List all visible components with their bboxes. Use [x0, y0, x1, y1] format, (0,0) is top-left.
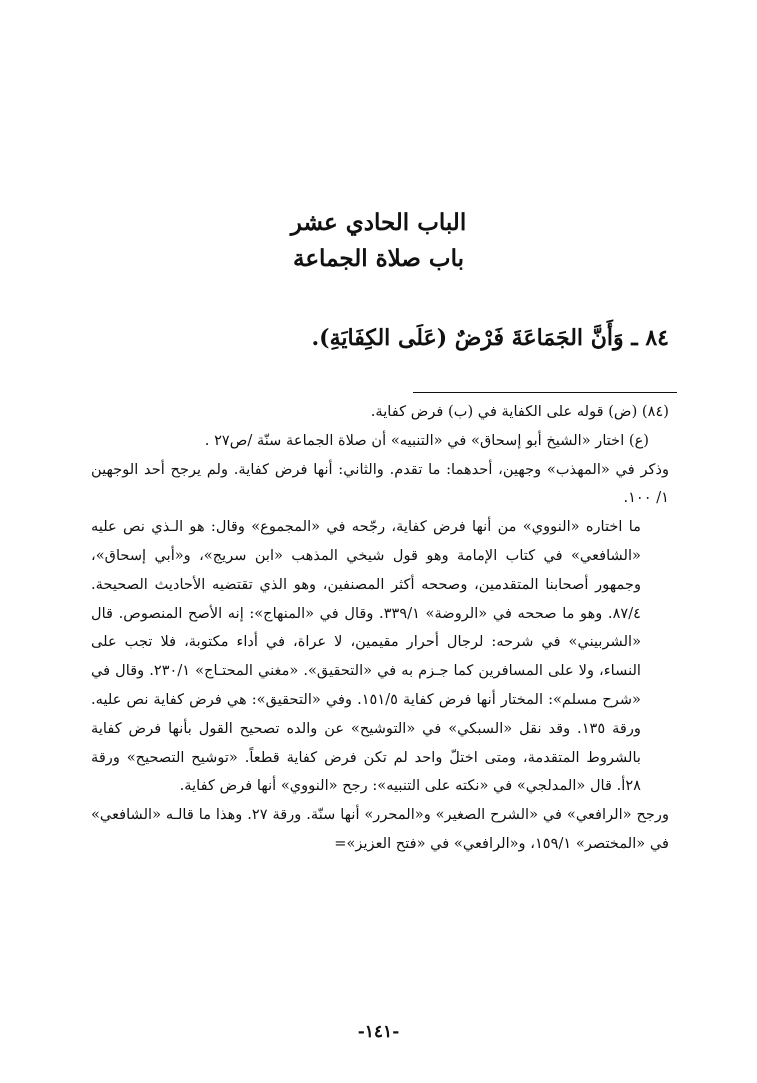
footnote-line: ورجح «الرافعي» في «الشرح الصغير» و«المحرر» أنها سنّة. ورقة ٢٧. وهذا ما قالـه «الشافعي» في «المختصر» ١٥٩/١، و«الرافعي» في «فتح العزيز»=	[91, 806, 669, 852]
footnote-divider	[413, 392, 677, 393]
page-number: -١٤١-	[357, 1022, 400, 1042]
footnote-line: وذكر في «المهذب» وجهين، أحدهما: ما تقدم. والثاني: أنها فرض كفاية. ولم يرجح أحد الوجهين ١/ ١٠٠.	[91, 460, 669, 507]
footnote-line: (ع) اختار «الشيخ أبو إسحاق» في «التنبيه» أن صلاة الجماعة سنّة /ص٢٧ .	[204, 431, 649, 449]
footnote-line: ما اختاره «النووي» من أنها فرض كفاية، رجّحه في «المجموع» وقال: هو الـذي نص عليه «الشافعي» في كتاب الإمامة وهو قول شيخي المذهب «ابن سريج»، و«أبي إسحاق»، وجمهور أصحابنا المتقدمين، وصححه أكثر المصنفين، وهو الذي تقتضيه الأحاديث الصحيحة. ٨٧/٤. وهو ما صححه في «الروضة» ٣٣٩/١. وقال في «المنهاج»: إنه الأصح المنصوص. قال «الشربيني» في شرحه: لرجال أحرار مقيمين، لا عراة، في أداء مكتوبة، فلا تجب على النساء، ولا على المسافرين كما جـزم به في «التحقيق». «مغني المحتـاج» ٢٣٠/١. وقال في «شرح مسلم»: المختار أنها فرض كفاية ١٥١/٥. وفي «التحقيق»: هي فرض كفاية نص عليه. ورقة ١٣٥. وقد نقل «السبكي» في «التوشيح» عن والده تصحيح القول بأنها فرض كفاية بالشروط المتقدمة، ومتى اختلّ واحد لم تكن فرض كفاية قطعاً. «توشيح التصحيح» ورقة ٢٨أ. قال «المدلجي» في «نكته على التنبيه»: رجح «النووي» أنها فرض كفاية.	[91, 518, 642, 795]
main-text: ٨٤ ـ وَأَنَّ الجَمَاعَةَ فَرْضٌ (عَلَى الكِفَايَةِ).	[311, 325, 669, 351]
footnote-line: (٨٤) (ض) قوله على الكفاية في (ب) فرض كفاية.	[370, 403, 669, 420]
chapter-subtitle: باب صلاة الجماعة	[293, 245, 464, 272]
footnotes	[91, 398, 669, 859]
chapter-heading	[0, 205, 757, 277]
chapter-title: الباب الحادي عشر	[290, 209, 467, 236]
